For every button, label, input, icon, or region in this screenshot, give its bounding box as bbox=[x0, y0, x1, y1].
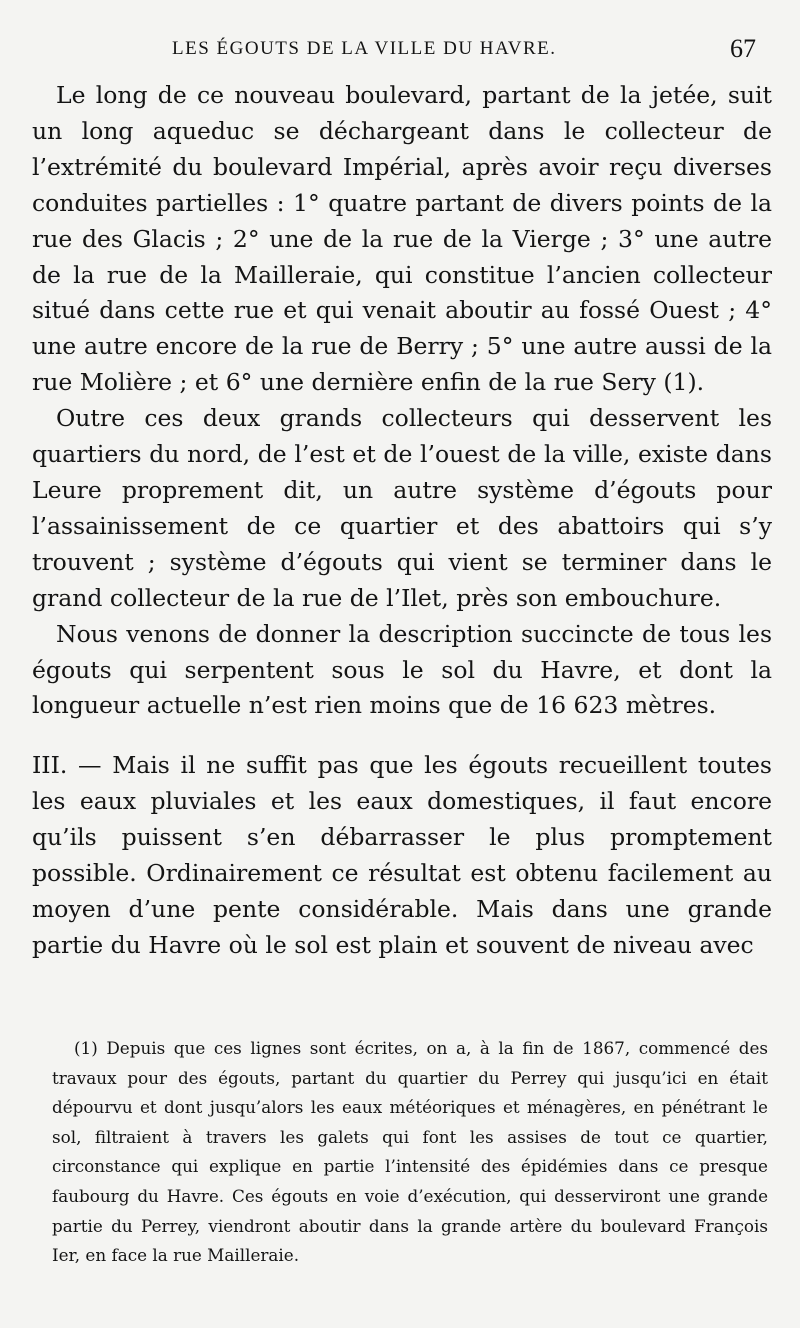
running-head: LES ÉGOUTS DE LA VILLE DU HAVRE. bbox=[172, 38, 557, 59]
page-header bbox=[0, 30, 800, 70]
paragraph-total-length: Nous venons de donner la description succincte de tous les égouts qui serpentent sous le sol du Havre, et dont la longueur actuelle n’est rien moins que de 16 623 mètres. bbox=[32, 619, 772, 720]
paragraph-leure-system: Outre ces deux grands collecteurs qui desservent les quartiers du nord, de l’est et de l’ouest de la ville, existe dans Leure proprement dit, un autre système d’égouts pour l’assainissement de ce quartier et des abattoirs qui s’y trouvent ; système d’égouts qui vient se terminer dans le grand collecteur de la rue de l’Ilet, près son embouchure. bbox=[32, 404, 772, 612]
paragraph-boulevard-aqueduct: Le long de ce nouveau boulevard, partant de la jetée, suit un long aqueduc se déchargeant dans le collecteur de l’extrémité du boulevard Impérial, après avoir reçu diverses conduites partielles : 1° quatre partant de divers points de la rue des Glacis ; 2° une de la rue de la Vierge ; 3° une autre de la rue de la Mailleraie, qui constitue l’ancien collecteur situé dans cette rue et qui venait aboutir au fossé Ouest ; 4° une autre encore de la rue de Berry ; 5° une autre aussi de la rue Molière ; et 6° une dernière enfin de la rue Sery (1). bbox=[32, 81, 772, 397]
section-gap bbox=[32, 724, 772, 748]
paragraph-section-iii: III. — Mais il ne suffit pas que les égouts recueillent toutes les eaux pluviales et les eaux domestiques, il faut encore qu’ils puissent s’en débarrasser le plus promptement possible. Ordinairement ce résultat est obtenu facilement au moyen d’une pente considérable. Mais dans une grande partie du Havre où le sol est plain et souvent de niveau avec bbox=[32, 751, 772, 959]
body-text bbox=[32, 78, 772, 964]
page-number: 67 bbox=[730, 34, 756, 63]
footnote-area bbox=[52, 1034, 768, 1271]
footnote: (1) Depuis que ces lignes sont écrites, on a, à la fin de 1867, commencé des travaux pour des égouts, partant du quartier du Perrey qui jusqu’ici en était dépourvu et dont jusqu’alors les eaux météoriques et ménagères, en pénétrant le sol, filtraient à travers les galets qui font les assises de tout ce quartier, circonstance qui explique en partie l’intensité des épidémies dans ce presque faubourg du Havre. Ces égouts en voie d’exécution, qui desserviront une grande partie du Perrey, viendront aboutir dans la grande artère du boulevard François Ier, en face la rue Mailleraie. bbox=[52, 1038, 768, 1266]
